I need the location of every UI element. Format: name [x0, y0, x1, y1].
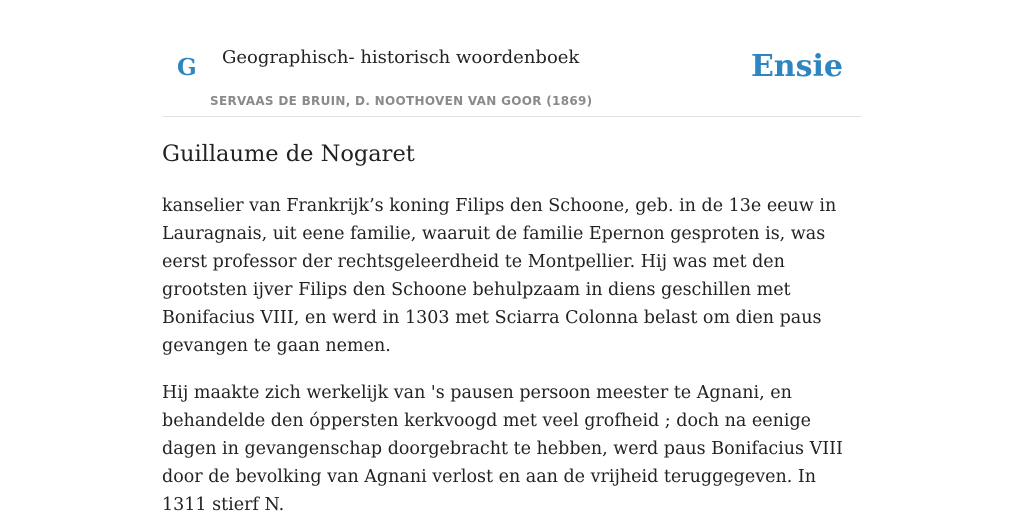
book-header	[162, 0, 862, 117]
book-author-line: SERVAAS DE BRUIN, D. NOOTHOVEN VAN GOOR (1869)	[210, 94, 593, 108]
entry-paragraph-2: Hij maakte zich werkelijk van 's pausen persoon meester te Agnani, en behandelde den óppersten kerkvoogd met veel grofheid ; doch na eenige dagen in gevangenschap doorgebracht te hebben, werd paus Bonifacius VIII door de bevolking van Agnani verlost en aan de vrijheid teruggegeven. In 1311 stierf N.	[162, 383, 843, 515]
ensie-logo-link[interactable]: Ensie	[750, 49, 843, 84]
page-content	[162, 0, 862, 519]
entry-paragraph-1: kanselier van Frankrijk’s koning Filips den Schoone, geb. in de 13e eeuw in Lauragnais, uit eene familie, waaruit de familie Epernon gesproten is, was eerst professor der rechtsgeleerdheid te Montpellier. Hij was met den grootsten ijver Filips den Schoone behulpzaam in diens geschillen met Bonifacius VIII, en werd in 1303 met Sciarra Colonna belast om dien paus gevangen te gaan nemen.	[162, 196, 837, 356]
entry-title: Guillaume de Nogaret	[162, 141, 415, 167]
book-logo[interactable]: G	[177, 54, 197, 81]
book-title-link[interactable]: Geographisch- historisch woordenboek	[222, 47, 580, 68]
